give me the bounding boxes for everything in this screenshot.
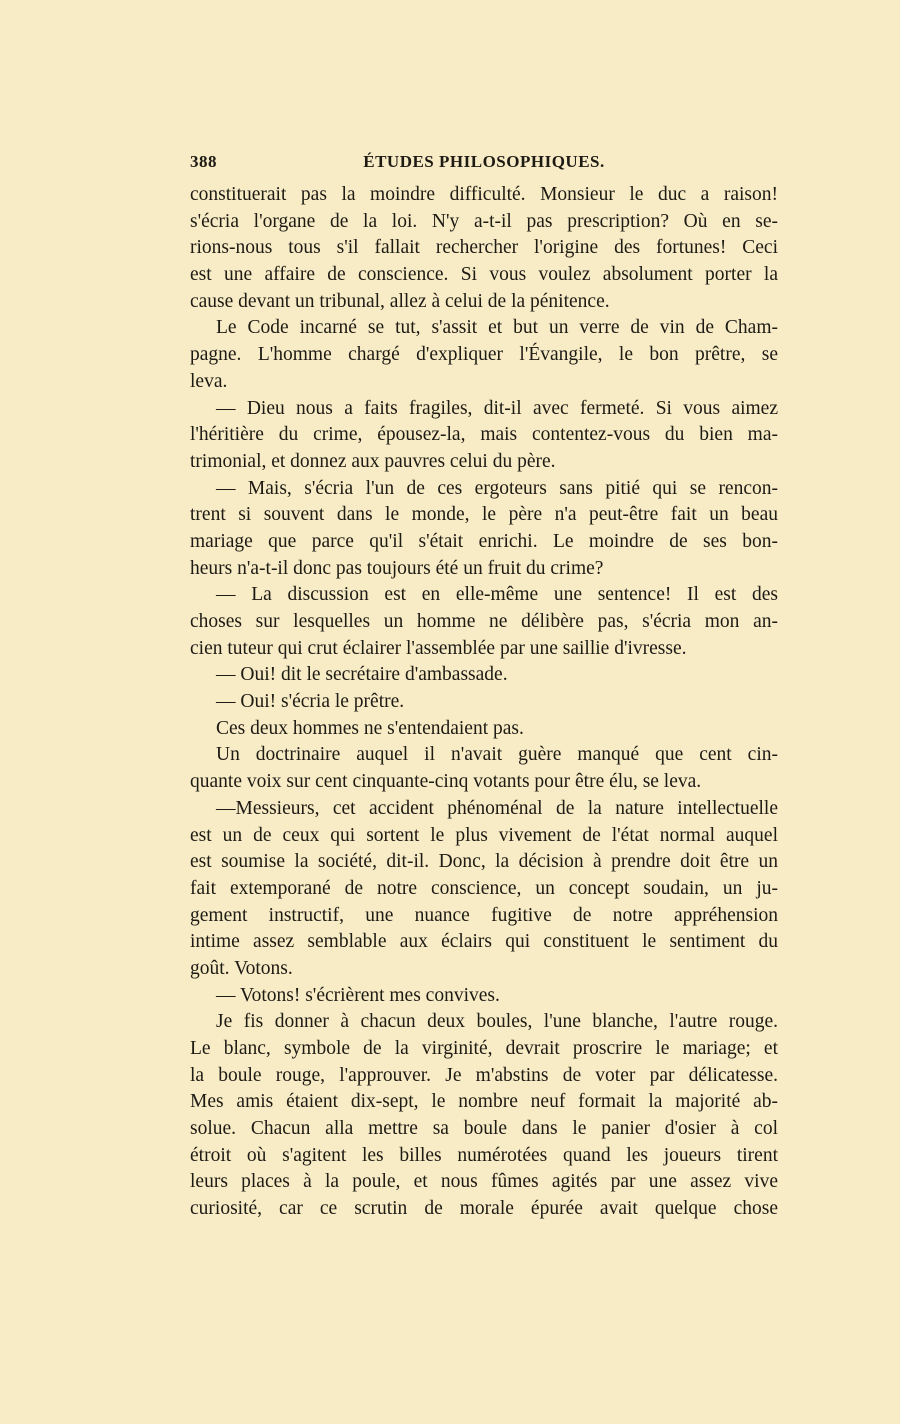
text-line: — Votons! s'écrièrent mes convives. bbox=[216, 984, 500, 1006]
text-line: l'héritière du crime, épousez-la, mais contentez-vous du bien ma- bbox=[190, 424, 778, 446]
text-line: est un de ceux qui sortent le plus vivement de l'état normal auquel bbox=[190, 824, 778, 846]
text-line: Ces deux hommes ne s'entendaient pas. bbox=[216, 717, 524, 739]
text-line: — Dieu nous a faits fragiles, dit-il avec fermeté. Si vous aimez bbox=[216, 397, 778, 419]
text-line: Mes amis étaient dix-sept, le nombre neuf formait la majorité ab- bbox=[190, 1091, 778, 1113]
text-line: leurs places à la poule, et nous fûmes agités par une assez vive bbox=[190, 1171, 778, 1193]
text-line: choses sur lesquelles un homme ne délibère pas, s'écria mon an- bbox=[190, 611, 778, 632]
text-line: Le Code incarné se tut, s'assit et but un verre de vin de Cham- bbox=[216, 317, 778, 339]
text-line: Je fis donner à chacun deux boules, l'une blanche, l'autre rouge. bbox=[216, 1011, 778, 1033]
text-line: trent si souvent dans le monde, le père n'a peut-être fait un beau bbox=[190, 504, 778, 526]
page-body-text bbox=[190, 182, 778, 1223]
text-line: s'écria l'organe de la loi. N'y a-t-il pas prescription? Où en se- bbox=[190, 210, 778, 232]
text-line: Un doctrinaire auquel il n'avait guère manqué que cent cin- bbox=[216, 744, 778, 766]
text-line: est une affaire de conscience. Si vous voulez absolument porter la bbox=[190, 264, 778, 286]
text-line: — Oui! s'écria le prêtre. bbox=[216, 691, 405, 713]
text-line: cien tuteur qui crut éclairer l'assemblée par une saillie d'ivresse. bbox=[190, 637, 687, 659]
text-line: est soumise la société, dit-il. Donc, la décision à prendre doit être un bbox=[190, 851, 778, 873]
text-line: solue. Chacun alla mettre sa boule dans le panier d'osier à col bbox=[190, 1118, 778, 1140]
text-line: Le blanc, symbole de la virginité, devrait proscrire le mariage; et bbox=[190, 1038, 778, 1059]
text-line: étroit où s'agitent les billes numérotées quand les joueurs tirent bbox=[190, 1144, 778, 1166]
text-line: cause devant un tribunal, allez à celui de la pénitence. bbox=[190, 290, 610, 312]
text-line: rions-nous tous s'il fallait rechercher l'origine des fortunes! Ceci bbox=[190, 237, 778, 259]
running-header bbox=[190, 150, 778, 176]
text-line: gement instructif, une nuance fugitive de notre appréhension bbox=[190, 904, 778, 926]
text-line: mariage que parce qu'il s'était enrichi. Le moindre de ses bon- bbox=[190, 530, 778, 552]
text-line: fait extemporané de notre conscience, un concept soudain, un ju- bbox=[190, 877, 778, 899]
text-line: — Mais, s'écria l'un de ces ergoteurs sans pitié qui se rencon- bbox=[216, 477, 778, 499]
text-line: la boule rouge, l'approuver. Je m'abstins de voter par délicatesse. bbox=[190, 1064, 778, 1086]
text-line: quante voix sur cent cinquante-cinq votants pour être élu, se leva. bbox=[190, 771, 702, 793]
text-line: leva. bbox=[190, 370, 228, 392]
text-line: trimonial, et donnez aux pauvres celui du père. bbox=[190, 450, 556, 472]
text-line: — Oui! dit le secrétaire d'ambassade. bbox=[216, 664, 508, 686]
text-line: pagne. L'homme chargé d'expliquer l'Évangile, le bon prêtre, se bbox=[190, 344, 778, 366]
text-line: heurs n'a-t-il donc pas toujours été un fruit du crime? bbox=[190, 557, 604, 579]
text-line: intime assez semblable aux éclairs qui constituent le sentiment du bbox=[190, 931, 778, 953]
text-line: goût. Votons. bbox=[190, 957, 293, 979]
text-line: —Messieurs, cet accident phénoménal de la nature intellectuelle bbox=[216, 797, 778, 819]
text-line: constituerait pas la moindre difficulté. Monsieur le duc a raison! bbox=[190, 184, 778, 205]
text-line: — La discussion est en elle-même une sentence! Il est des bbox=[216, 584, 778, 606]
running-title: ÉTUDES PHILOSOPHIQUES. bbox=[363, 152, 605, 171]
text-line: curiosité, car ce scrutin de morale épurée avait quelque chose bbox=[190, 1198, 778, 1220]
page-number: 388 bbox=[190, 152, 217, 171]
